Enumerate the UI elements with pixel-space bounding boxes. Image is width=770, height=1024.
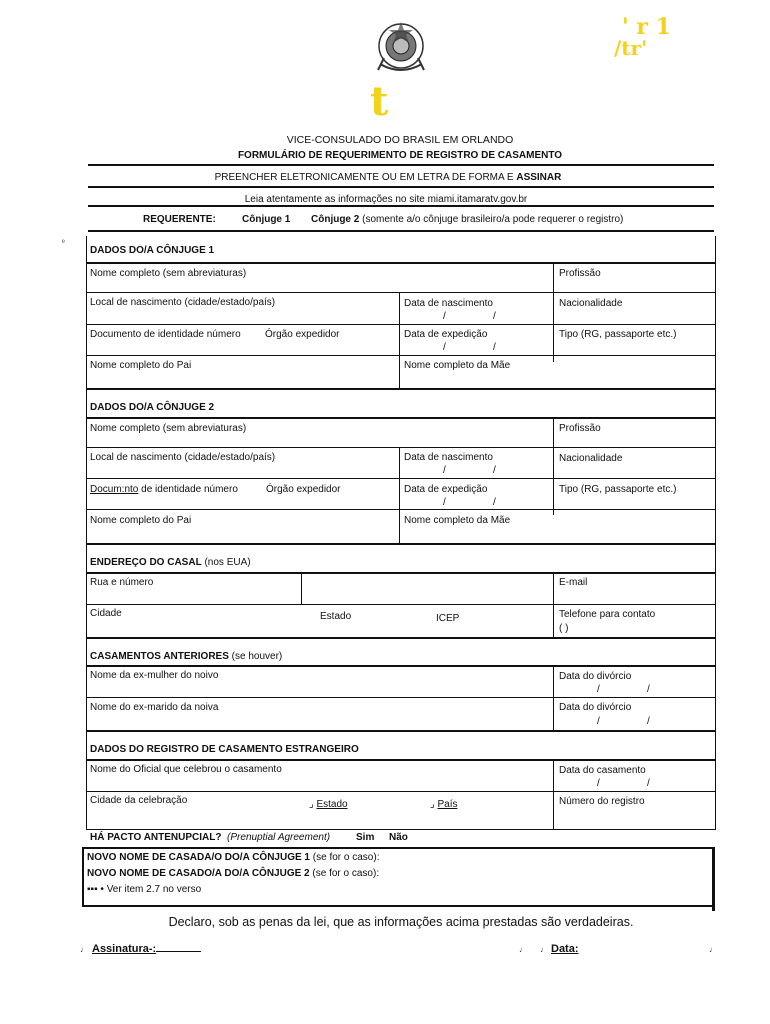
marriage-date-field[interactable]: Data do casamento <box>559 765 646 776</box>
city-field[interactable]: Cidade <box>90 608 122 619</box>
state-field[interactable]: Estado <box>320 611 352 622</box>
requerente-label: REQUERENTE: <box>143 214 216 225</box>
spouse2-section-title: DADOS DO/A CÔNJUGE 2 <box>90 402 215 413</box>
foreign-registry-title: DADOS DO REGISTRO DE CASAMENTO ESTRANGEIRO <box>90 744 359 755</box>
see-item-note: ▪▪▪ • Ver item 2.7 no verso <box>87 884 202 895</box>
registry-number-field[interactable]: Número do registro <box>559 796 645 807</box>
street-field[interactable]: Rua e número <box>90 577 154 588</box>
address-section-title: ENDEREÇO DO CASAL (nos EUA) <box>90 557 251 568</box>
requerente-option-conjuge-2[interactable]: Cônjuge 2 (somente a/o cônjuge brasileiro/a pode requerer o registro) <box>311 214 624 225</box>
spouse2-mother-field[interactable]: Nome completo da Mãe <box>404 515 511 526</box>
spouse2-issue-date-field[interactable]: Data de expedição <box>404 484 488 495</box>
prenup-yes-option[interactable]: Sim <box>356 832 375 843</box>
celebration-country-field[interactable]: ⌟ País <box>430 799 458 810</box>
watermark-text-a: ' r 1 <box>622 14 671 40</box>
declaration-text: Declaro, sob as penas da lei, que as informações acima prestadas são verdadeiras. <box>168 915 634 929</box>
spouse1-father-field[interactable]: Nome completo do Pai <box>90 360 192 371</box>
phone-field[interactable]: Telefone para contato <box>559 609 656 620</box>
spouse1-issuer-field[interactable]: Órgão expedidor <box>265 329 340 340</box>
watermark-text-b: /tr' <box>614 36 648 60</box>
coat-of-arms-icon <box>372 18 430 76</box>
consulate-name: VICE-CONSULADO DO BRASIL EM ORLANDO <box>286 134 514 146</box>
spouse2-father-field[interactable]: Nome completo do Pai <box>90 515 192 526</box>
spouse1-issue-date-field[interactable]: Data de expedição <box>404 329 488 340</box>
new-name-spouse1-field[interactable]: NOVO NOME DE CASADA/O DO/A CÔNJUGE 1 (se for o caso): <box>87 852 380 863</box>
ex-husband-field[interactable]: Nome do ex-marido da noiva <box>90 702 219 713</box>
ex-wife-field[interactable]: Nome da ex-mulher do noivo <box>90 670 219 681</box>
spouse2-id-document-field[interactable]: Docum:nto de identidade número <box>90 484 238 495</box>
margin-mark: º <box>62 240 65 247</box>
form-title: FORMULÁRIO DE REQUERIMENTO DE REGISTRO DE CASAMENTO <box>237 150 563 161</box>
previous-marriages-title: CASAMENTOS ANTERIORES (se houver) <box>90 651 283 662</box>
prenup-question: HÁ PACTO ANTENUPCIAL? (Prenuptial Agreement) <box>90 832 331 843</box>
spouse1-birthdate-field[interactable]: Data de nascimento <box>404 298 493 309</box>
spouse1-id-document-field[interactable]: Documento de identidade número <box>90 329 241 340</box>
spouse1-profession-field[interactable]: Profissão <box>559 268 601 279</box>
spouse2-issuer-field[interactable]: Órgão expedidor <box>266 484 341 495</box>
fill-instruction: PREENCHER ELETRONICAMENTE OU EM LETRA DE FORMA E ASSINAR <box>214 172 562 183</box>
divorce-date-2-field[interactable]: Data do divórcio <box>559 702 632 713</box>
celebration-state-field[interactable]: ⌟ Estado <box>309 799 348 810</box>
spouse1-birthplace-field[interactable]: Local de nascimento (cidade/estado/país) <box>90 297 276 308</box>
new-name-spouse2-field[interactable]: NOVO NOME DE CASADO/A DO/A CÔNJUGE 2 (se for o caso): <box>87 868 380 879</box>
spouse1-doc-type-field[interactable]: Tipo (RG, passaporte etc.) <box>559 329 677 340</box>
spouse2-birthplace-field[interactable]: Local de nascimento (cidade/estado/país) <box>90 452 276 463</box>
email-field[interactable]: E-mail <box>559 577 588 588</box>
watermark-text-c: t <box>370 78 389 125</box>
spouse1-mother-field[interactable]: Nome completo da Mãe <box>404 360 511 371</box>
spouse1-section-title: DADOS DO/A CÔNJUGE 1 <box>90 245 215 256</box>
divorce-date-1-field[interactable]: Data do divórcio <box>559 671 632 682</box>
prenup-no-option[interactable]: Não <box>389 832 408 843</box>
zip-field[interactable]: ICEP <box>436 613 460 624</box>
read-note: Leia atentamente as informações no site miami.itamaratv.gov.br <box>244 194 528 205</box>
celebration-city-field[interactable]: Cidade da celebração <box>90 795 188 806</box>
spouse2-doc-type-field[interactable]: Tipo (RG, passaporte etc.) <box>559 484 677 495</box>
spouse2-birthdate-field[interactable]: Data de nascimento <box>404 452 493 463</box>
phone-area-code[interactable]: ( ) <box>559 623 569 634</box>
spouse2-profession-field[interactable]: Profissão <box>559 423 601 434</box>
date-field[interactable]: Data: <box>551 943 579 955</box>
officiant-field[interactable]: Nome do Oficial que celebrou o casamento <box>90 764 282 775</box>
spouse1-nationality-field[interactable]: Nacionalidade <box>559 298 623 309</box>
requerente-option-conjuge-1[interactable]: Cônjuge 1 <box>242 214 291 225</box>
spouse1-name-field[interactable]: Nome completo (sem abreviaturas) <box>90 268 247 279</box>
signature-field[interactable]: Assinatura-: <box>92 943 201 955</box>
spouse2-name-field[interactable]: Nome completo (sem abreviaturas) <box>90 423 247 434</box>
spouse2-nationality-field[interactable]: Nacionalidade <box>559 453 623 464</box>
